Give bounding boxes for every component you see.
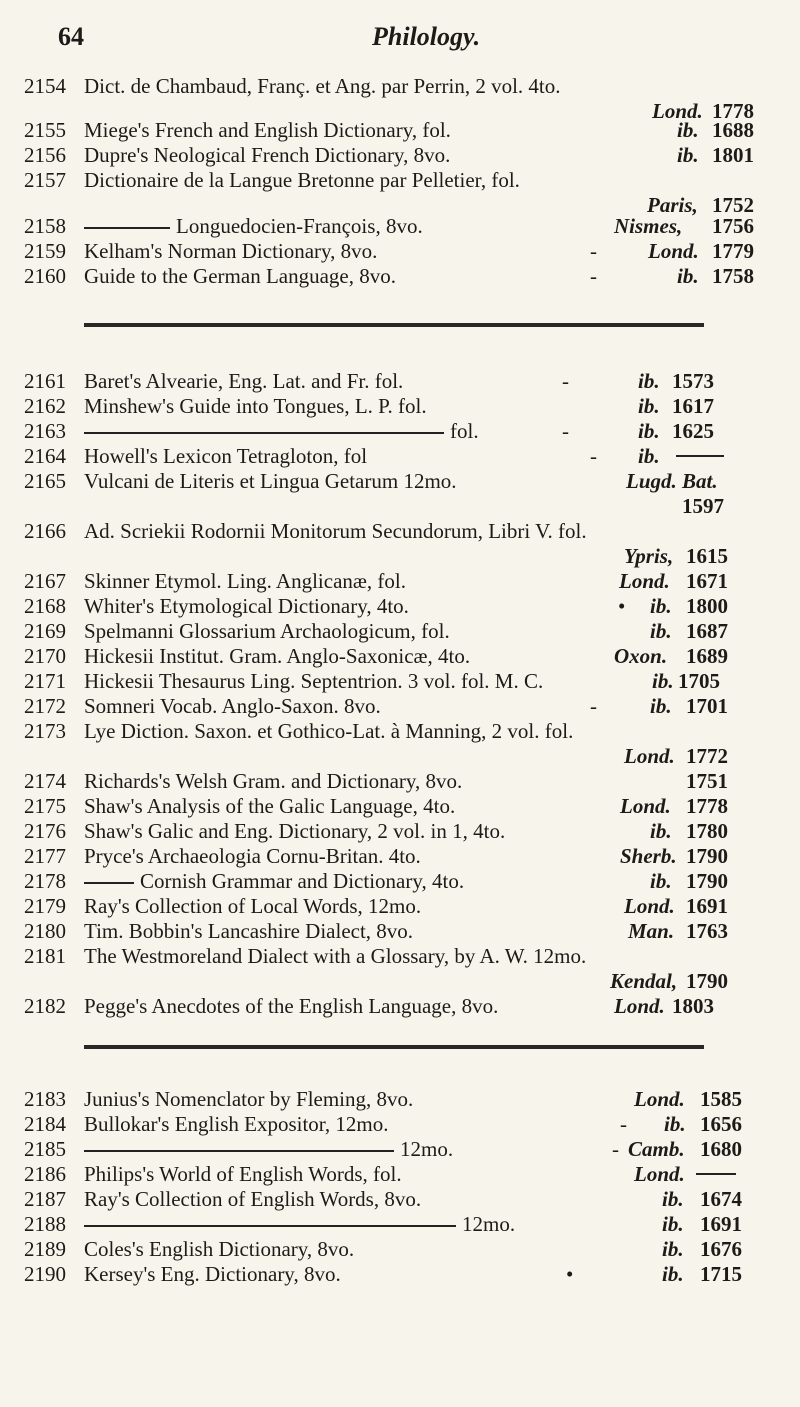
- ditto-dash: [84, 882, 134, 884]
- catalog-entry: [0, 168, 800, 193]
- ditto-dash: [696, 1173, 736, 1175]
- entry-year: 1585: [700, 1087, 742, 1111]
- entry-place: ib.: [662, 1187, 684, 1211]
- catalog-entry: [0, 569, 800, 594]
- entry-year: 1800: [686, 594, 728, 618]
- entry-place: Oxon.: [614, 644, 668, 668]
- entry-title: Baret's Alvearie, Eng. Lat. and Fr. fol.: [84, 369, 404, 393]
- entry-title: Minshew's Guide into Tongues, L. P. fol.: [84, 394, 427, 418]
- entry-year: 1674: [700, 1187, 742, 1211]
- entry-number: 2158: [24, 214, 66, 238]
- entry-title: Vulcani de Literis et Lingua Getarum 12mo.: [84, 469, 457, 493]
- entry-place: Lond.: [624, 744, 675, 768]
- entry-title: Cornish Grammar and Dictionary, 4to.: [140, 869, 465, 893]
- catalog-entry: 2164 Howell's Lexicon Tetragloton, fol - ib.: [0, 444, 800, 469]
- ditto-dash: [84, 432, 444, 434]
- entry-year: 1779: [712, 239, 754, 263]
- entry-place: ib.: [638, 419, 660, 443]
- entry-place: Lond.: [634, 1087, 685, 1111]
- entry-number: 2167: [24, 569, 66, 593]
- entry-year: 1597: [682, 494, 724, 518]
- entry-year: 1715: [700, 1262, 742, 1286]
- catalog-entry: [0, 519, 800, 544]
- entry-title: Bullokar's English Expositor, 12mo.: [84, 1112, 389, 1136]
- entry-number: 2172: [24, 694, 66, 718]
- entry-number: 2178: [24, 869, 66, 893]
- catalog-entry: 2159 Kelham's Norman Dictionary, 8vo. - Lond. 1779: [24, 239, 754, 263]
- entry-year: 1676: [700, 1237, 742, 1261]
- page-header: [0, 22, 800, 62]
- entry-place: ib.: [650, 869, 672, 893]
- entry-title: Shaw's Galic and Eng. Dictionary, 2 vol. in 1, 4to.: [84, 819, 506, 843]
- catalog-entry: 2168 Whiter's Etymological Dictionary, 4to. • ib. 1800: [24, 594, 728, 618]
- catalog-entry: [0, 1237, 800, 1262]
- section-english-dictionaries: [0, 1087, 800, 1287]
- entry-title: Guide to the German Language, 8vo.: [84, 264, 396, 288]
- section-dictionaries-french: [0, 74, 800, 289]
- catalog-entry: [0, 214, 800, 239]
- catalog-entry: [0, 74, 800, 99]
- ditto-dash: [676, 455, 724, 457]
- catalog-entry: [0, 469, 800, 494]
- entry-year: 1688: [712, 118, 754, 142]
- entry-title: Dupre's Neological French Dictionary, 8vo.: [84, 143, 451, 167]
- entry-number: 2190: [24, 1262, 66, 1286]
- entry-number: 2173: [24, 719, 66, 743]
- entry-year: 1780: [686, 819, 728, 843]
- entry-number: 2164: [24, 444, 66, 468]
- entry-year: 1625: [672, 419, 714, 443]
- entry-number: 2161: [24, 369, 66, 393]
- entry-year: 1701: [686, 694, 728, 718]
- entry-title: Spelmanni Glossarium Archaologicum, fol.: [84, 619, 450, 643]
- entry-place: Lond.: [614, 994, 665, 1018]
- entry-place: ib.: [650, 594, 672, 618]
- entry-year: 1691: [686, 894, 728, 918]
- catalog-entry: 2185 12mo. - Camb. 1680: [24, 1137, 742, 1161]
- entry-year: 1778: [712, 99, 754, 123]
- catalog-entry: [0, 719, 800, 744]
- entry-title: Hickesii Institut. Gram. Anglo-Saxonicæ, 4to.: [84, 644, 471, 668]
- entry-title: The Westmoreland Dialect with a Glossary, by A. W. 12mo.: [84, 944, 587, 968]
- entry-place: Lond.: [634, 1162, 685, 1186]
- entry-year: 1772: [686, 744, 728, 768]
- catalog-entry: [0, 844, 800, 869]
- entry-title: Pryce's Archaeologia Cornu-Britan. 4to.: [84, 844, 421, 868]
- entry-place: ib.: [677, 143, 699, 167]
- entry-year: 1803: [672, 994, 714, 1018]
- entry-title: Pegge's Anecdotes of the English Language, 8vo.: [84, 994, 499, 1018]
- entry-place: ib.: [664, 1112, 686, 1136]
- catalog-entry: [0, 394, 800, 419]
- entry-title: Dict. de Chambaud, Franç. et Ang. par Perrin, 2 vol. 4to.: [84, 74, 561, 98]
- entry-place: Camb.: [628, 1137, 685, 1161]
- entry-year: 1801: [712, 143, 754, 167]
- page-number: 64: [58, 22, 84, 51]
- entry-title: Coles's English Dictionary, 8vo.: [84, 1237, 355, 1261]
- entry-title: Ray's Collection of English Words, 8vo.: [84, 1187, 422, 1211]
- catalog-entry: [0, 919, 800, 944]
- entry-year: 1758: [712, 264, 754, 288]
- entry-title: Miege's French and English Dictionary, fol.: [84, 118, 451, 142]
- entry-place: ib.: [652, 669, 674, 693]
- entry-title: Kelham's Norman Dictionary, 8vo.: [84, 239, 378, 263]
- entry-place: ib.: [638, 444, 660, 468]
- catalog-entry: 2161 Baret's Alvearie, Eng. Lat. and Fr. fol. - ib. 1573: [24, 369, 714, 393]
- entry-number: 2187: [24, 1187, 66, 1211]
- entry-place: ib.: [662, 1237, 684, 1261]
- entry-place: Lond.: [619, 569, 670, 593]
- entry-number: 2186: [24, 1162, 66, 1186]
- entry-place: ib.: [662, 1212, 684, 1236]
- section-divider: [84, 323, 704, 327]
- entry-place: ib.: [650, 619, 672, 643]
- ditto-dash: [84, 1225, 456, 1227]
- entry-number: 2182: [24, 994, 66, 1018]
- entry-number: 2163: [24, 419, 66, 443]
- entry-place: ib.: [677, 264, 699, 288]
- ditto-dash: [84, 1150, 394, 1152]
- section-divider: [84, 1045, 704, 1049]
- entry-title: 12mo.: [462, 1212, 516, 1236]
- entry-place: Lond.: [624, 894, 675, 918]
- catalog-entry: [0, 669, 800, 694]
- entry-title: Howell's Lexicon Tetragloton, fol: [84, 444, 368, 468]
- entry-title: fol.: [450, 419, 479, 443]
- entry-place: Lond.: [620, 794, 671, 818]
- entry-number: 2185: [24, 1137, 66, 1161]
- entry-year: 1687: [686, 619, 728, 643]
- catalog-entry: [0, 1087, 800, 1112]
- entry-place: Man.: [628, 919, 675, 943]
- catalog-entry: [0, 143, 800, 168]
- entry-year: 1752: [712, 193, 754, 217]
- entry-number: 2169: [24, 619, 66, 643]
- entry-title: Junius's Nomenclator by Fleming, 8vo.: [84, 1087, 414, 1111]
- entry-year: 1656: [700, 1112, 742, 1136]
- entry-place: ib.: [650, 819, 672, 843]
- entry-title: Longuedocien-François, 8vo.: [176, 214, 423, 238]
- entry-year: 1705: [678, 669, 720, 693]
- catalog-entry: [0, 894, 800, 919]
- entry-number: 2159: [24, 239, 66, 263]
- entry-year: 1790: [686, 869, 728, 893]
- entry-number: 2177: [24, 844, 66, 868]
- entry-number: 2155: [24, 118, 66, 142]
- catalog-entry: [0, 619, 800, 644]
- entry-year: 1790: [686, 969, 728, 993]
- entry-year: 1573: [672, 369, 714, 393]
- entry-title: Whiter's Etymological Dictionary, 4to.: [84, 594, 409, 618]
- entry-number: 2175: [24, 794, 66, 818]
- entry-number: 2181: [24, 944, 66, 968]
- entry-title: Hickesii Thesaurus Ling. Septentrion. 3 vol. fol. M. C.: [84, 669, 544, 693]
- entry-number: 2154: [24, 74, 66, 98]
- entry-number: 2165: [24, 469, 66, 493]
- entry-number: 2166: [24, 519, 66, 543]
- entry-year: 1751: [686, 769, 728, 793]
- catalog-entry: 2184 Bullokar's English Expositor, 12mo. - ib. 1656: [24, 1112, 742, 1136]
- entry-place: Lond.: [648, 239, 699, 263]
- entry-title: Somneri Vocab. Anglo-Saxon. 8vo.: [84, 694, 381, 718]
- catalog-entry: 2172 Somneri Vocab. Anglo-Saxon. 8vo. - ib. 1701: [24, 694, 728, 718]
- entry-place: Sherb.: [620, 844, 677, 868]
- entry-year: 1790: [686, 844, 728, 868]
- entry-place: ib.: [662, 1262, 684, 1286]
- entry-number: 2171: [24, 669, 66, 693]
- catalog-entry: [0, 644, 800, 669]
- catalog-entry: [0, 769, 800, 794]
- entry-year: 1689: [686, 644, 728, 668]
- entry-number: 2160: [24, 264, 66, 288]
- entry-place: Kendal,: [610, 969, 678, 993]
- catalog-entry: [0, 1162, 800, 1187]
- entry-place: Ypris,: [624, 544, 674, 568]
- catalog-entry: [0, 1212, 800, 1237]
- entry-year: 1691: [700, 1212, 742, 1236]
- entry-year: 1756: [712, 214, 754, 238]
- section-etymology: [0, 369, 800, 1019]
- entry-title: Lye Diction. Saxon. et Gothico-Lat. à Manning, 2 vol. fol.: [84, 719, 574, 743]
- entry-number: 2180: [24, 919, 66, 943]
- entry-place: ib.: [677, 118, 699, 142]
- entry-place: Nismes,: [614, 214, 683, 238]
- entry-number: 2179: [24, 894, 66, 918]
- entry-number: 2157: [24, 168, 66, 192]
- entry-number: 2176: [24, 819, 66, 843]
- entry-title: Philips's World of English Words, fol.: [84, 1162, 402, 1186]
- entry-year: 1615: [686, 544, 728, 568]
- catalog-entry: [0, 819, 800, 844]
- entry-number: 2189: [24, 1237, 66, 1261]
- entry-title: Ray's Collection of Local Words, 12mo.: [84, 894, 422, 918]
- entry-title: Ad. Scriekii Rodornii Monitorum Secundorum, Libri V. fol.: [84, 519, 587, 543]
- entry-year: 1763: [686, 919, 728, 943]
- entry-place: Lugd. Bat.: [626, 469, 718, 493]
- entry-number: 2188: [24, 1212, 66, 1236]
- catalog-entry: [0, 794, 800, 819]
- entry-place: ib.: [638, 369, 660, 393]
- catalog-entry: 2160 Guide to the German Language, 8vo. - ib. 1758: [24, 264, 754, 288]
- entry-title: Shaw's Analysis of the Galic Language, 4to.: [84, 794, 456, 818]
- entry-year: 1671: [686, 569, 728, 593]
- entry-title: Richards's Welsh Gram. and Dictionary, 8vo.: [84, 769, 463, 793]
- page-title: Philology.: [372, 22, 481, 51]
- entry-number: 2170: [24, 644, 66, 668]
- entry-number: 2168: [24, 594, 66, 618]
- entry-year: 1617: [672, 394, 714, 418]
- catalog-entry: [0, 118, 800, 143]
- entry-year: 1778: [686, 794, 728, 818]
- entry-place: Paris,: [647, 193, 698, 217]
- entry-title: Kersey's Eng. Dictionary, 8vo.: [84, 1262, 341, 1286]
- catalog-entry: 2163 fol. - ib. 1625: [24, 419, 714, 443]
- entry-number: 2174: [24, 769, 66, 793]
- entry-title: Dictionaire de la Langue Bretonne par Pelletier, fol.: [84, 168, 520, 192]
- entry-place: ib.: [650, 694, 672, 718]
- ditto-dash: [84, 227, 170, 229]
- catalog-entry: [0, 869, 800, 894]
- entry-number: 2162: [24, 394, 66, 418]
- catalog-entry: [0, 994, 800, 1019]
- entry-title: Skinner Etymol. Ling. Anglicanæ, fol.: [84, 569, 406, 593]
- catalog-entry: 2190 Kersey's Eng. Dictionary, 8vo. • ib. 1715: [24, 1262, 742, 1286]
- entry-number: 2184: [24, 1112, 66, 1136]
- catalog-entry: [0, 944, 800, 969]
- entry-place: ib.: [638, 394, 660, 418]
- entry-title: 12mo.: [400, 1137, 454, 1161]
- catalog-entry: [0, 1187, 800, 1212]
- entry-number: 2183: [24, 1087, 66, 1111]
- entry-year: 1680: [700, 1137, 742, 1161]
- entry-title: Tim. Bobbin's Lancashire Dialect, 8vo.: [84, 919, 414, 943]
- entry-number: 2156: [24, 143, 66, 167]
- entry-place: Lond.: [652, 99, 703, 123]
